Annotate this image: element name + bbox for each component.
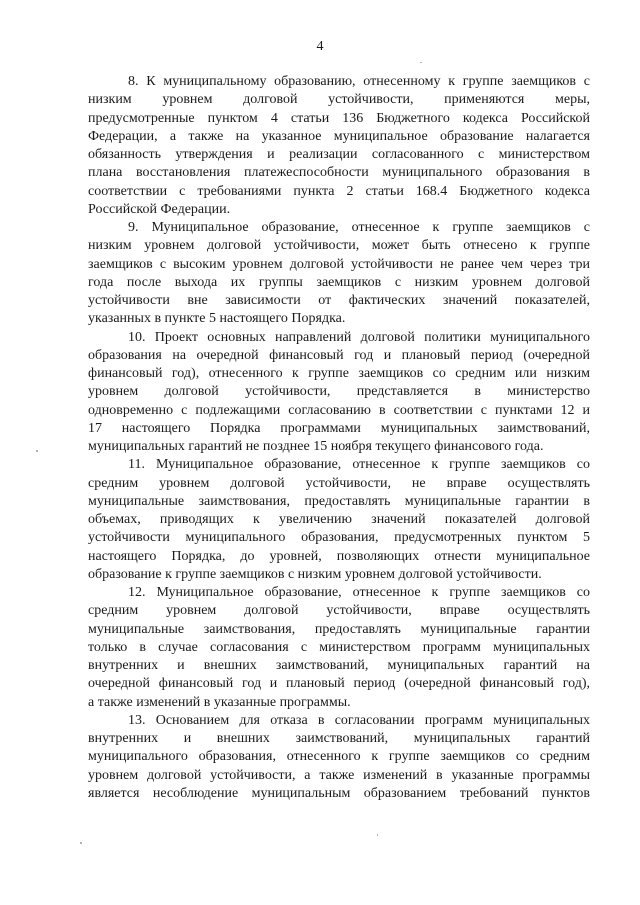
text-line: является несоблюдение муниципальным образованием требований пунктов [88, 785, 590, 801]
text-line: низким уровнем долговой устойчивости, применяются меры, [88, 92, 590, 108]
text-line: муниципальные заимствования, предоставлять муниципальные гарантии в [88, 493, 590, 509]
text-line: года после выхода их группы заемщиков с низким уровнем долговой [88, 274, 590, 290]
text-line: устойчивости муниципального образования, предусмотренных пунктом 5 [88, 530, 590, 546]
text-line: очередной финансовый год и плановый период (очередной финансовый год), [88, 676, 590, 692]
text-line: внутренних и внешних заимствований, муниципальных гарантий на [88, 658, 590, 673]
scan-speck [36, 450, 38, 452]
page-number: 4 [316, 39, 324, 54]
paragraph-10 [88, 329, 590, 457]
text-line: объемах, приводящих к увеличению значений показателей долговой [88, 512, 590, 527]
scan-speck [420, 62, 422, 63]
text-line: уровнем долговой устойчивости, а также изменений в указанные программы [88, 767, 590, 783]
text-line: образование к группе заемщиков с низким уровнем долговой устойчивости. [88, 566, 542, 582]
text-line: 11. Муниципальное образование, отнесенное к группе заемщиков со [128, 457, 590, 473]
paragraph-13 [88, 712, 590, 803]
text-line: 13. Основанием для отказа в согласовании программ муниципальных [128, 712, 590, 728]
text-line: заемщиков с высоким уровнем долговой устойчивости не ранее чем через три [88, 256, 590, 272]
paragraph-12 [88, 584, 590, 712]
scan-speck [80, 842, 82, 844]
text-line: муниципального образования, отнесенного к группе заемщиков со средним [88, 749, 590, 765]
text-line: а также изменений в указанные программы. [88, 694, 351, 710]
text-line: образования на очередной финансовый год и плановый период (очередной [88, 347, 590, 363]
text-line: 17 настоящего Порядка программами муниципальных заимствований, [88, 420, 590, 436]
scan-speck [377, 834, 378, 836]
text-line: устойчивости вне зависимости от фактических значений показателей, [88, 293, 590, 308]
text-line: муниципальные заимствования, предоставлять муниципальные гарантии [88, 621, 590, 637]
text-line: внутренних и внешних заимствований, муниципальных гарантий [88, 731, 590, 746]
text-line: обязанность утверждения и реализации согласованного с министерством [88, 147, 590, 162]
document-body [88, 73, 590, 803]
text-line: соответствии с требованиями пункта 2 статьи 168.4 Бюджетного кодекса [88, 183, 590, 199]
text-line: муниципальных гарантий не позднее 15 ноября текущего финансового года. [88, 439, 544, 454]
text-line: 8. К муниципальному образованию, отнесенному к группе заемщиков с [128, 74, 590, 89]
text-line: 10. Проект основных направлений долговой политики муниципального [128, 329, 590, 345]
text-line: предусмотренные пунктом 4 статьи 136 Бюджетного кодекса Российской [88, 110, 590, 126]
text-line: Российской Федерации. [88, 201, 231, 217]
paragraph-8 [88, 73, 590, 219]
text-line: настоящего Порядка, до уровней, позволяющих отнести муниципальное [88, 548, 590, 564]
text-line: Федерации, а также на указанное муниципальное образование налагается [88, 128, 590, 144]
text-line: средним уровнем долговой устойчивости, вправе осуществлять [88, 603, 590, 619]
text-line: только в случае согласования с министерством программ муниципальных [88, 639, 590, 655]
paragraph-9 [88, 219, 590, 329]
text-line: указанных в пункте 5 настоящего Порядка. [88, 311, 346, 327]
text-line: средним уровнем долговой устойчивости, не вправе осуществлять [88, 475, 590, 491]
text-line: 12. Муниципальное образование, отнесенное к группе заемщиков со [128, 585, 590, 600]
text-line: плана восстановления платежеспособности муниципального образования в [88, 165, 590, 181]
text-line: уровнем долговой устойчивости, представляется в министерство [88, 384, 590, 400]
text-line: низким уровнем долговой устойчивости, может быть отнесено к группе [88, 238, 590, 254]
paragraph-11 [88, 456, 590, 584]
text-line: одновременно с подлежащими согласованию в соответствии с пунктами 12 и [88, 402, 590, 418]
text-line: 9. Муниципальное образование, отнесенное к группе заемщиков с [128, 220, 590, 235]
text-line: финансовый год), отнесенного к группе заемщиков со средним или низким [88, 366, 590, 381]
